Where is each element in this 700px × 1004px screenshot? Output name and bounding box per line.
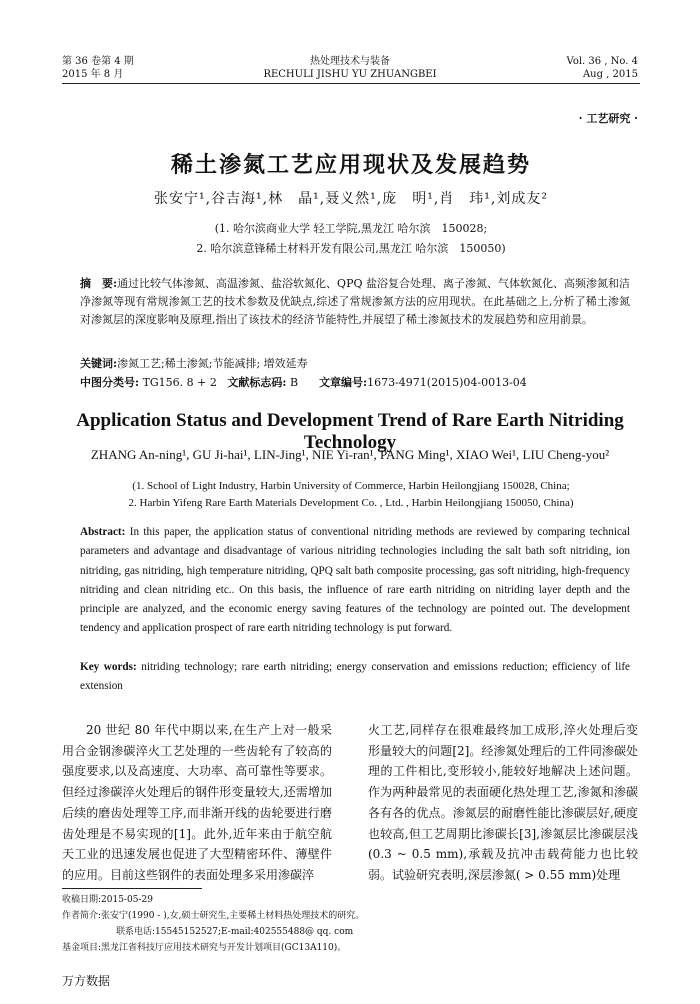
affiliation-cn-2: 2. 哈尔滨意锋稀土材料开发有限公司,黑龙江 哈尔滨 150050)	[196, 242, 506, 255]
article-no-value: 1673-4971(2015)04-0013-04	[367, 376, 527, 389]
doc-code-value: B	[289, 376, 299, 389]
affiliation-en-2: 2. Harbin Yifeng Rare Earth Materials Development Co. , Ltd. , Harbin Heilongjiang 150050, China)	[128, 497, 574, 509]
journal-volume: 第 36 卷第 4 期	[62, 56, 134, 67]
page-title-cn: 稀土渗氮工艺应用现状及发展趋势	[170, 152, 531, 178]
header-rule	[62, 83, 640, 84]
footnote-rule	[62, 888, 202, 889]
keywords-cn-label: 关键词:	[80, 357, 118, 370]
watermark: 万方数据	[62, 974, 111, 988]
keywords-en-label: Key words:	[80, 661, 137, 673]
abstract-en-text: In this paper, the application status of conventional nitriding methods are reviewed by comparing technical parameters and advantage and disadvantage of various nitriding technologies including the salt bath soft nitriding, ion nitriding, gas nitriding, high temperature nitriding, QPQ salt bath composite processing, gas soft nitriding, high-frequency nitriding and clean nitriding etc.. On this basis, the influence of rare earth nitriding on nitriding layer depth and the principle are analyzed, and the economic energy saving features of the technology are pointed out. The development tendency and application prospect of rare earth nitriding technology is put forward.	[80, 526, 631, 635]
body-column-right: 火工艺,同样存在很难最终加工成形,淬火处理后变形量较大的问题[2]。经渗氮处理后的工件同渗碳处理的工件相比,变形较小,能较好地解决上述问题。作为两种最常见的表面硬化热处理工艺,渗氮和渗碳各有各的优点。渗氮层的耐磨性能比渗碳层好,硬度也较高,但工艺周期比渗碳长[3],渗氮层比渗碳层浅(0.3 ~ 0.5 mm),承载及抗冲击载荷能力也比较弱。试验研究表明,深层渗氮( > 0.55 mm)处理	[368, 723, 638, 882]
keywords-en	[80, 658, 630, 697]
footnotes	[62, 892, 640, 956]
footnote-fund: 基金项目:黑龙江省科技厅应用技术研究与开发计划项目(GC13A110)。	[62, 943, 347, 953]
affiliation-cn-1: (1. 哈尔滨商业大学 轻工学院,黑龙江 哈尔滨 150028;	[214, 222, 488, 235]
footnote-contact: 联系电话:15545152527;E-mail:402555488@ qq. com	[116, 927, 354, 937]
clc-label: 中图分类号:	[80, 376, 140, 389]
journal-name-cn: 热处理技术与装备	[310, 56, 390, 67]
keywords-cn	[80, 355, 630, 373]
article-no-label: 文章编号:	[319, 376, 368, 389]
journal-issue-en	[567, 55, 638, 81]
classification-line	[80, 374, 630, 392]
doc-code-label: 文献标志码:	[227, 376, 287, 389]
abstract-cn-text: 通过比较气体渗氮、高温渗氮、盐浴软氮化、QPQ 盐浴复合处理、离子渗氮、气体软氮化、高频渗氮和洁净渗氮等现有常规渗氮工艺的技术参数及优缺点,综述了常规渗氮方法的应用现状。在此基础之上,分析了稀土渗氮对渗氮层的深度影响及原理,指出了该技术的经济节能特性,并展望了稀土渗氮技术的发展趋势和应用前景。	[80, 277, 630, 326]
authors-cn: 张安宁¹,谷吉海¹,林 晶¹,聂义然¹,庞 明¹,肖 玮¹,刘成友²	[154, 191, 548, 207]
abstract-en	[80, 523, 630, 639]
page-title-en: Application Status and Development Trend of Rare Earth Nitriding Technology	[76, 410, 624, 453]
footnote-author-intro: 作者简介:张安宁(1990 - ),女,硕士研究生,主要稀土材料热处理技术的研究。	[62, 911, 365, 921]
body-column-left: 20 世纪 80 年代中期以来,在生产上对一般采用合金钢渗碳淬火工艺处理的一些齿轮有了较高的强度要求,以及高速度、大功率、高可靠性等要求。但经过渗碳淬火处理后的钢件形变量较大,还需增加后续的磨齿处理等工序,而非渐开线的齿轮要进行磨齿处理是不易实现的[1]。此外,近年来由于航空航天工业的迅速发展也促进了大型精密环件、薄壁件的应用。目前这些钢件的表面处理多采用渗碳淬	[62, 723, 332, 882]
journal-date: 2015 年 8 月	[62, 69, 124, 80]
abstract-cn-label: 摘 要:	[80, 277, 118, 290]
clc-value: TG156. 8 + 2	[142, 376, 217, 389]
affiliation-en-1: (1. School of Light Industry, Harbin University of Commerce, Harbin Heilongjiang 150028, China;	[132, 480, 570, 492]
footnote-received: 收稿日期:2015-05-29	[62, 895, 153, 905]
journal-name	[200, 55, 500, 81]
journal-date-en: Aug , 2015	[582, 69, 638, 80]
keywords-cn-text: 渗氮工艺;稀土渗氮;节能减排; 增效延寿	[117, 357, 308, 370]
journal-issue	[62, 55, 134, 81]
journal-name-pinyin: RECHULI JISHU YU ZHUANGBEI	[263, 69, 437, 80]
section-tag: · 工艺研究 ·	[578, 112, 638, 125]
keywords-en-text: nitriding technology; rare earth nitriding; energy conservation and emissions reduction; efficiency of life extension	[80, 661, 631, 693]
journal-volume-en: Vol. 36 , No. 4	[566, 56, 638, 67]
abstract-en-label: Abstract:	[80, 526, 126, 538]
authors-en: ZHANG An-ning¹, GU Ji-hai¹, LIN-Jing¹, NIE Yi-ran¹, PANG Ming¹, XIAO Wei¹, LIU Cheng-you²	[90, 447, 610, 462]
abstract-cn	[80, 275, 630, 329]
